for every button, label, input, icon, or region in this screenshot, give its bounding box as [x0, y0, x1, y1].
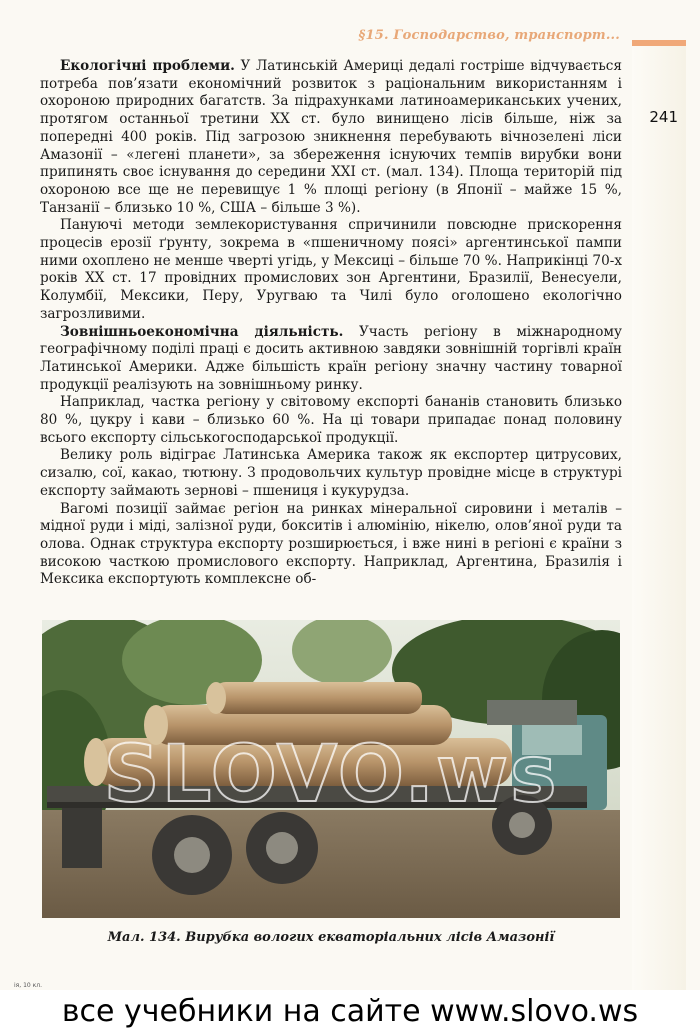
paragraph-citrus	[40, 447, 622, 500]
grade-note: ія, 10 кл.	[14, 982, 42, 989]
figure-caption: Мал. 134. Вирубка вологих екваторіальних лісів Амазонії	[107, 930, 555, 945]
section-heading: Екологічні проблеми.	[60, 58, 235, 74]
paragraph-text: Велику роль відіграє Латинська Америка також як експортер цитрусових, сизалю, сої, какао, тютюну. З продовольчих культур провідне місце в структурі експорту займають зернові – пшениця і кукурудза.	[40, 447, 622, 499]
page-number: 241	[649, 108, 678, 126]
paragraph-bananas	[40, 394, 622, 447]
paragraph-erosion	[40, 217, 622, 323]
paragraph-text: Пануючі методи землекористування спричинили повсюдне прискорення процесів ерозії ґрунту, зокрема в «пшеничному поясі» аргентинської пампи ними охоплено не менше чверті угідь, у Мексиці – більше 70 %. Наприкінці 70-х років XX ст. 17 провідних промислових зон Аргентини, Бразилії, Венесуели, Колумбії, Мексики, Перу, Уругваю та Чилі було оголошено екологічно загрозливими.	[40, 217, 622, 322]
margin-accent-bar	[632, 40, 686, 46]
paragraph-minerals	[40, 501, 622, 590]
body-text	[40, 58, 622, 589]
section-heading: Зовнішньоекономічна діяльність.	[60, 323, 344, 340]
paragraph-text: У Латинській Америці дедалі гостріше відчувається потреба пов’язати економічний розвиток з раціональним використанням і охороною природних багатств. За підрахунками латиноамериканських учених, протягом останньої третини XX ст. було винищено лісів більше, ніж за попередні 400 років. Під загрозою зникнення перебувають вічнозелені ліси Амазонії – «легені планети», за збереження існуючих темпів вирубки вони припинять своє існування до середини XXI ст. (мал. 134). Площа територій під охороною все ще не перевищує 1 % площі регіону (в Японії – майже 15 %, Танзанії – близько 10 %, США – більше 3 %).	[40, 58, 622, 216]
paragraph-text: Участь регіону в міжнародному географічному поділі праці є досить активною завдяки зовнішній торгівлі країн Латинської Америки. Адже більшість країн регіону значну частину товарної продукції реалізують на зовнішньому ринку.	[40, 323, 622, 393]
paragraph-text: Наприклад, частка регіону у світовому експорті бананів становить близько 80 %, цукру і кави – близько 60 %. На ці товари припадає понад половину всього експорту сільськогосподарської продукції.	[40, 394, 622, 446]
paragraph-foreign-trade	[40, 324, 622, 395]
site-banner: все учебники на сайте www.slovo.ws	[0, 990, 700, 1034]
figure-logging-truck	[42, 620, 620, 918]
running-title: §15. Господарство, транспорт...	[358, 28, 620, 43]
paragraph-ecology	[40, 58, 622, 217]
margin-strip	[632, 46, 686, 990]
paragraph-text: Вагомі позиції займає регіон на ринках мінеральної сировини і металів – мідної руди і міді, залізної руди, бокситів і алюмінію, нікелю, олов’яної руди та олова. Однак структура експорту розширюється, і вже нині в регіоні є країни з високою часткою промислового експорту. Наприклад, Аргентина, Бразилія і Мексика експортують комплексне об-	[40, 500, 622, 588]
watermark: SLOVO.ws	[103, 730, 559, 820]
